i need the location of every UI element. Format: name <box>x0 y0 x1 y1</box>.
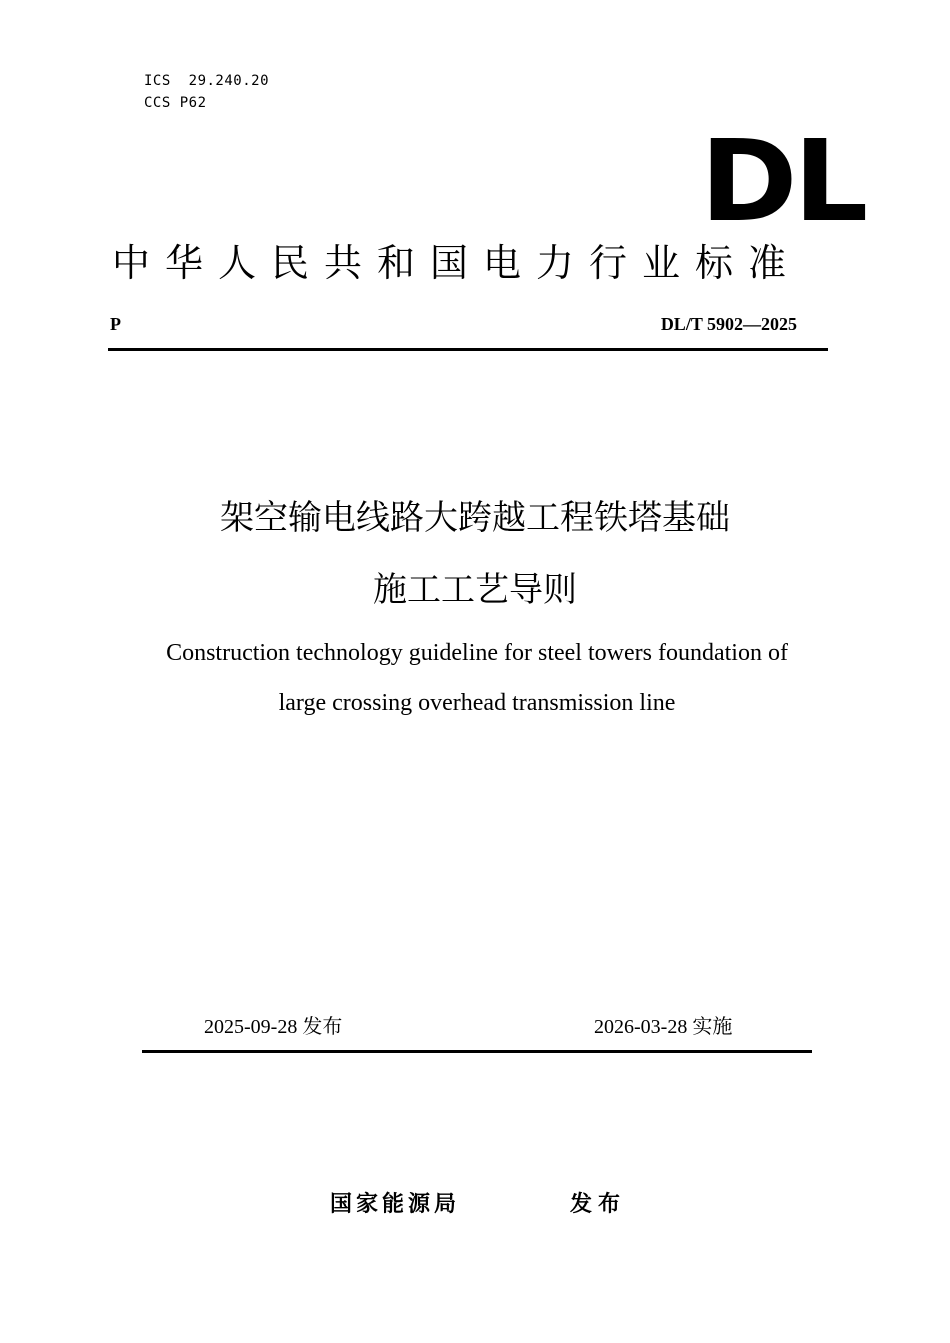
title-cn-line1: 架空输电线路大跨越工程铁塔基础 <box>220 498 730 538</box>
ccs-code: CCS P62 <box>144 95 207 111</box>
standard-category-title: 中华人民共和国电力行业标准 <box>112 241 802 285</box>
date-divider <box>142 1050 812 1053</box>
standard-number: DL/T 5902—2025 <box>660 314 797 334</box>
title-en-line1: Construction technology guideline for steel towers foundation of <box>166 640 788 666</box>
title-en-line2: large crossing overhead transmission line <box>278 690 676 716</box>
classification-letter: P <box>110 314 121 334</box>
title-cn-line2: 施工工艺导则 <box>373 570 577 610</box>
classification-codes <box>144 70 269 114</box>
issue-date: 2025-09-28 发布 <box>204 1016 343 1038</box>
implementation-date: 2026-03-28 实施 <box>594 1016 733 1038</box>
ics-code: ICS 29.240.20 <box>144 73 270 89</box>
dl-logo: DL <box>700 117 865 247</box>
publisher: 国家能源局 <box>330 1192 461 1217</box>
publish-action: 发布 <box>570 1192 627 1217</box>
header-divider <box>108 348 828 351</box>
